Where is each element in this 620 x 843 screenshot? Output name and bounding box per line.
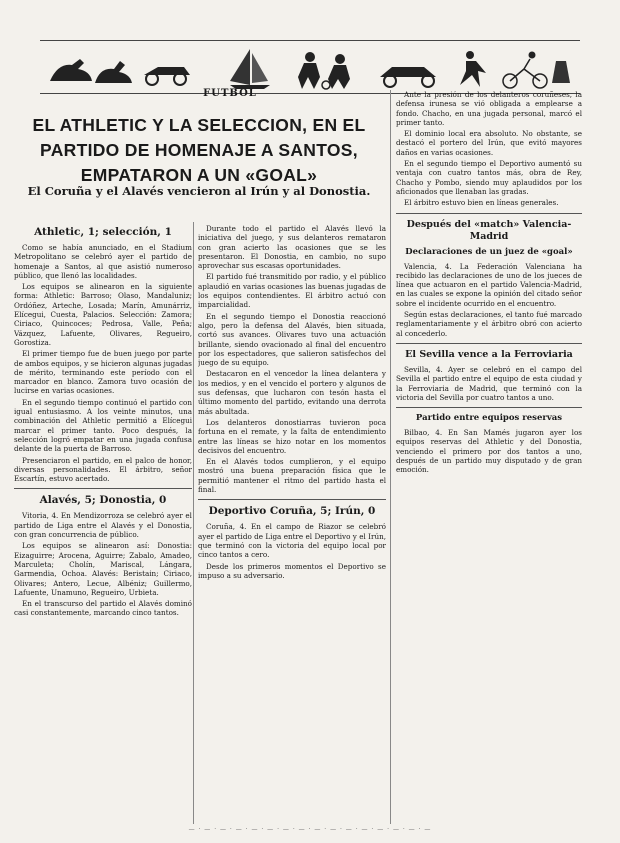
article-column-right (396, 90, 582, 822)
article-subheading-juez: Declaraciones de un juez de «goal» (405, 246, 573, 257)
divider (14, 488, 192, 489)
column-divider (390, 90, 391, 824)
article-heading-valencia-madrid: Después del «match» Valencia-Madrid (406, 218, 572, 242)
article-heading-athletic: Athletic, 1; selección, 1 (34, 226, 172, 238)
article-paragraph: Como se había anunciado, en el Stadium Metropolitano se celebró ayer el partido de homenaje a Santos, al que asistió numeroso público, que llenó las localidades. (14, 243, 192, 280)
article-paragraph: Valencia, 4. La Federación Valenciana ha recibido las declaraciones de uno de los jueces de línea que actuaron en el partido Valencia-Madrid, en las cuales se expone la opinión del citado señor sobre el incidente ocurrido en el encuentro. (396, 261, 582, 308)
divider (198, 499, 386, 500)
article-paragraph: El dominio local era absoluto. No obstante, se destacó el portero del Irún, que evitó mayores daños en varias ocasiones. (396, 129, 582, 157)
article-paragraph: En el Alavés todos cumplieron, y el equipo mostró una buena preparación física que le permitió mantener el ritmo del partido hasta el final. (198, 457, 386, 495)
article-heading-coruna: Deportivo Coruña, 5; Irún, 0 (208, 505, 376, 518)
article-paragraph: El primer tiempo fue de buen juego por parte de ambos equipos, y se hicieron algunas jugadas de mérito, terminando este período con el marcador en blanco. Zamora tuvo ocasión de lucirse en varias ocasiones. (14, 349, 192, 396)
article-paragraph: Según estas declaraciones, el tanto fué marcado reglamentariamente y el árbitro obró con acierto al concederlo. (396, 310, 582, 338)
divider (396, 407, 582, 408)
subheadline: El Coruña y el Alavés vencieron al Irún y al Donostia. (27, 184, 371, 198)
page-footer: — · — · — · — · — · — · — · — · — · — · — · — · — · — · — · — (188, 826, 432, 833)
article-paragraph: Durante todo el partido el Alavés llevó la iniciativa del juego, y sus delanteros remataron con gran acierto las ocasiones que se les presentaron. El Donostia, en cambio, no supo aprovechar sus escasas oportunidades. (198, 224, 386, 271)
banner-drawing (40, 41, 580, 93)
article-paragraph: En el segundo tiempo continuó el partido con igual entusiasmo. A los veinte minutos, una combinación del Athletic permitió a Elícegui marcar el primer tanto. Poco después, la selección logró empatar en una jugada confusa delante de la puerta de Barroso. (14, 397, 192, 454)
article-paragraph: Los equipos se alinearon así: Donostia: Eizaguirre; Arocena, Aguirre; Zabalo, Amadeo, Marculeta; Cholín, Mariscal, Lángara, Garmendia, Ochoa. Alavés: Beristain; Ciriaco, Olivares; Antero, Lecue, Albéniz; Guillermo, Lafuente, Unamuno, Regueiro, Urbieta. (14, 541, 192, 597)
article-paragraph: Los equipos se alinearon en la siguiente forma: Athletic: Barroso; Olaso, Mandaluniz; Ordóñez, Arteche, Losada; Marín, Amunárriz, Elícegui, Cuesta, Palacios. Selección: Zamora; Ciriaco, Quincoces; Pedrosa, Valle, Peña; Vázquez, Lafuente, Olivares, Regueiro, Gorostiza. (14, 282, 192, 347)
sports-banner-illustration (40, 40, 580, 94)
article-paragraph: El partido fué transmitido por radio, y el público aplaudió en varias ocasiones las buenas jugadas de los equipos contendientes. El árbitro actuó con imparcialidad. (198, 272, 386, 310)
article-paragraph: En el segundo tiempo el Donostia reaccionó algo, pero la defensa del Alavés, bien situada, cortó sus avances. Olivares tuvo una actuación brillante, siendo ovacionado al final del encuentro por los espectadores, que salieron satisfechos del juego de su equipo. (198, 311, 386, 368)
article-paragraph: Ante la presión de los delanteros coruñeses, la defensa irunesa se vió obligada a emplearse a fondo. Chacho, en una jugada personal, marcó el primer tanto. (396, 90, 582, 127)
article-paragraph: Bilbao, 4. En San Mamés jugaron ayer los equipos reservas del Athletic y del Donostia, venciendo el primero por dos tantos a uno, después de un partido muy disputado y de gran emoción. (396, 428, 582, 475)
article-paragraph: Sevilla, 4. Ayer se celebró en el campo del Sevilla el partido entre el equipo de esta ciudad y la Ferroviaria de Madrid, que terminó con la victoria del Sevilla por cuatro tantos a uno. (396, 364, 582, 402)
article-paragraph: En el segundo tiempo el Deportivo aumentó su ventaja con cuatro tantos más, obra de Rey, Chacho y Pombo, siendo muy aplaudidos por los aficionados que llenaban las gradas. (396, 159, 582, 196)
column-divider (193, 222, 194, 824)
main-headline: EL ATHLETIC Y LA SELECCION, EN EL PARTIDO DE HOMENAJE A SANTOS, EMPATARON A UN «GOAL» (32, 115, 366, 185)
article-heading-alaves: Alavés, 5; Donostia, 0 (39, 494, 167, 507)
article-paragraph: Coruña, 4. En el campo de Riazor se celebró ayer el partido de Liga entre el Deportivo y el Irún, que terminó con la victoria del equipo local por cinco tantos a cero. (198, 522, 386, 560)
article-paragraph: Los delanteros donostiarras tuvieron poca fortuna en el remate, y la falta de entendimiento entre las líneas se hizo notar en los momentos decisivos del encuentro. (198, 417, 386, 455)
article-heading-reservas: Partido entre equipos reservas (415, 413, 563, 424)
article-paragraph: Presenciaron el partido, en el palco de honor, diversas personalidades. El árbitro, señor Escartín, estuvo acertado. (14, 455, 192, 484)
article-paragraph: Vitoria, 4. En Mendizorroza se celebró ayer el partido de Liga entre el Alavés y el Donostia, con gran concurrencia de público. (14, 511, 192, 540)
divider (396, 213, 582, 214)
section-label: FUTBOL (203, 88, 257, 99)
article-column-left (14, 224, 192, 822)
article-paragraph: Destacaron en el vencedor la línea delantera y los medios, y en el vencido el portero y algunos de sus defensas, que lucharon con tesón hasta el último momento del partido, evitando una derrota más abultada. (198, 369, 386, 416)
divider (396, 343, 582, 344)
article-paragraph: Desde los primeros momentos el Deportivo se impuso a su adversario. (198, 561, 386, 580)
article-column-middle (198, 224, 386, 824)
article-heading-sevilla: El Sevilla vence a la Ferroviaria (405, 348, 573, 360)
article-paragraph: El árbitro estuvo bien en líneas generales. (404, 198, 559, 208)
article-paragraph: En el transcurso del partido el Alavés dominó casi constantemente, marcando cinco tantos. (14, 599, 192, 618)
